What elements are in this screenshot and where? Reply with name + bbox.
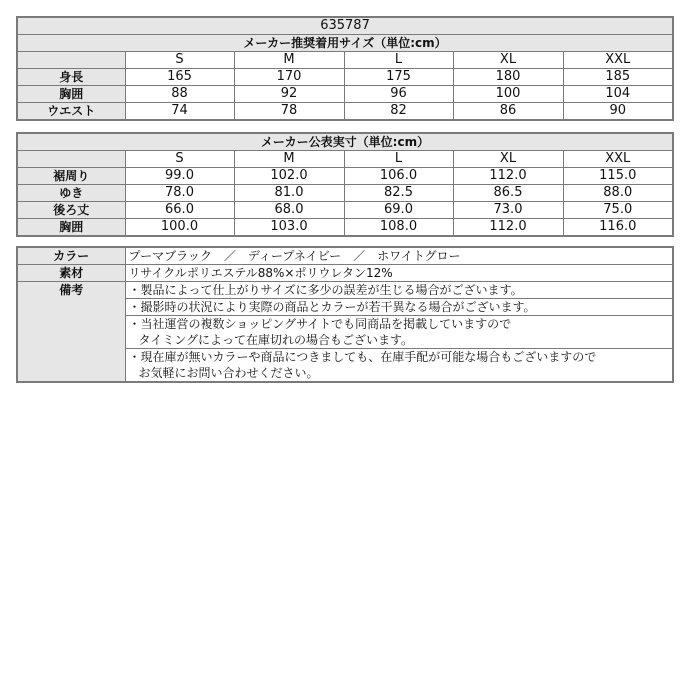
table-cell: 66.0 (125, 202, 234, 219)
table-row (17, 103, 673, 121)
size-header: XL (453, 151, 563, 168)
table-cell: 115.0 (563, 168, 673, 185)
corner-cell (17, 52, 125, 69)
size-header: XL (453, 52, 563, 69)
table-cell: 78.0 (125, 185, 234, 202)
measured-title: メーカー公表実寸（単位:cm） (17, 133, 673, 151)
color-value: プーマブラック ／ ディープネイビー ／ ホワイトグロー (125, 247, 673, 265)
size-header: S (125, 52, 234, 69)
note-item (125, 282, 673, 299)
note-item (125, 299, 673, 316)
table-row (17, 86, 673, 103)
note-item (125, 316, 673, 349)
corner-cell (17, 151, 125, 168)
note-line: ・現在庫が無いカラーや商品につきましても、在庫手配が可能な場合もございますので (128, 350, 597, 364)
measured-size-table (16, 132, 674, 237)
note-item (125, 349, 673, 383)
note-line: ・製品によって仕上がりサイズに多少の誤差が生じる場合がございます。 (128, 283, 523, 297)
table-cell: 170 (234, 69, 344, 86)
row-label: 胸囲 (17, 86, 125, 103)
table-cell: 86 (453, 103, 563, 121)
row-label: ウエスト (17, 103, 125, 121)
table-cell: 88.0 (563, 185, 673, 202)
table-row (17, 168, 673, 185)
table-row (17, 202, 673, 219)
material-value: リサイクルポリエステル88%×ポリウレタン12% (125, 265, 673, 282)
color-label: カラー (17, 247, 125, 265)
size-header: L (344, 52, 453, 69)
product-info-table (16, 246, 674, 383)
table-row (17, 185, 673, 202)
table-cell: 100 (453, 86, 563, 103)
table-cell: 116.0 (563, 219, 673, 237)
size-header: M (234, 52, 344, 69)
table-cell: 81.0 (234, 185, 344, 202)
row-label: 身長 (17, 69, 125, 86)
table-cell: 69.0 (344, 202, 453, 219)
table-row (17, 69, 673, 86)
table-cell: 180 (453, 69, 563, 86)
size-header: XXL (563, 52, 673, 69)
recommended-title: メーカー推奨着用サイズ（単位:cm） (17, 35, 673, 52)
size-header: L (344, 151, 453, 168)
size-header: S (125, 151, 234, 168)
table-cell: 108.0 (344, 219, 453, 237)
table-cell: 82.5 (344, 185, 453, 202)
note-line: タイミングによって在庫切れの場合もございます。 (138, 333, 414, 347)
size-header: M (234, 151, 344, 168)
table-cell: 75.0 (563, 202, 673, 219)
table-cell: 165 (125, 69, 234, 86)
table-cell: 88 (125, 86, 234, 103)
material-label: 素材 (17, 265, 125, 282)
table-cell: 68.0 (234, 202, 344, 219)
table-cell: 112.0 (453, 168, 563, 185)
row-label: 胸囲 (17, 219, 125, 237)
product-code: 635787 (17, 17, 673, 35)
table-cell: 86.5 (453, 185, 563, 202)
table-cell: 74 (125, 103, 234, 121)
note-line: ・撮影時の状況により実際の商品とカラーが若干異なる場合がございます。 (128, 300, 536, 314)
table-cell: 104 (563, 86, 673, 103)
table-row (17, 219, 673, 237)
note-line: お気軽にお問い合わせください。 (138, 366, 319, 380)
size-header: XXL (563, 151, 673, 168)
table-cell: 82 (344, 103, 453, 121)
table-cell: 102.0 (234, 168, 344, 185)
table-cell: 103.0 (234, 219, 344, 237)
recommended-size-table (16, 16, 674, 121)
table-cell: 112.0 (453, 219, 563, 237)
row-label: ゆき (17, 185, 125, 202)
row-label: 後ろ丈 (17, 202, 125, 219)
table-cell: 73.0 (453, 202, 563, 219)
table-cell: 175 (344, 69, 453, 86)
table-cell: 185 (563, 69, 673, 86)
table-cell: 96 (344, 86, 453, 103)
table-cell: 99.0 (125, 168, 234, 185)
row-label: 裾周り (17, 168, 125, 185)
table-cell: 92 (234, 86, 344, 103)
note-line: ・当社運営の複数ショッピングサイトでも同商品を掲載していますので (128, 317, 512, 331)
notes-label: 備考 (17, 282, 125, 383)
table-cell: 90 (563, 103, 673, 121)
table-cell: 100.0 (125, 219, 234, 237)
table-cell: 78 (234, 103, 344, 121)
table-cell: 106.0 (344, 168, 453, 185)
